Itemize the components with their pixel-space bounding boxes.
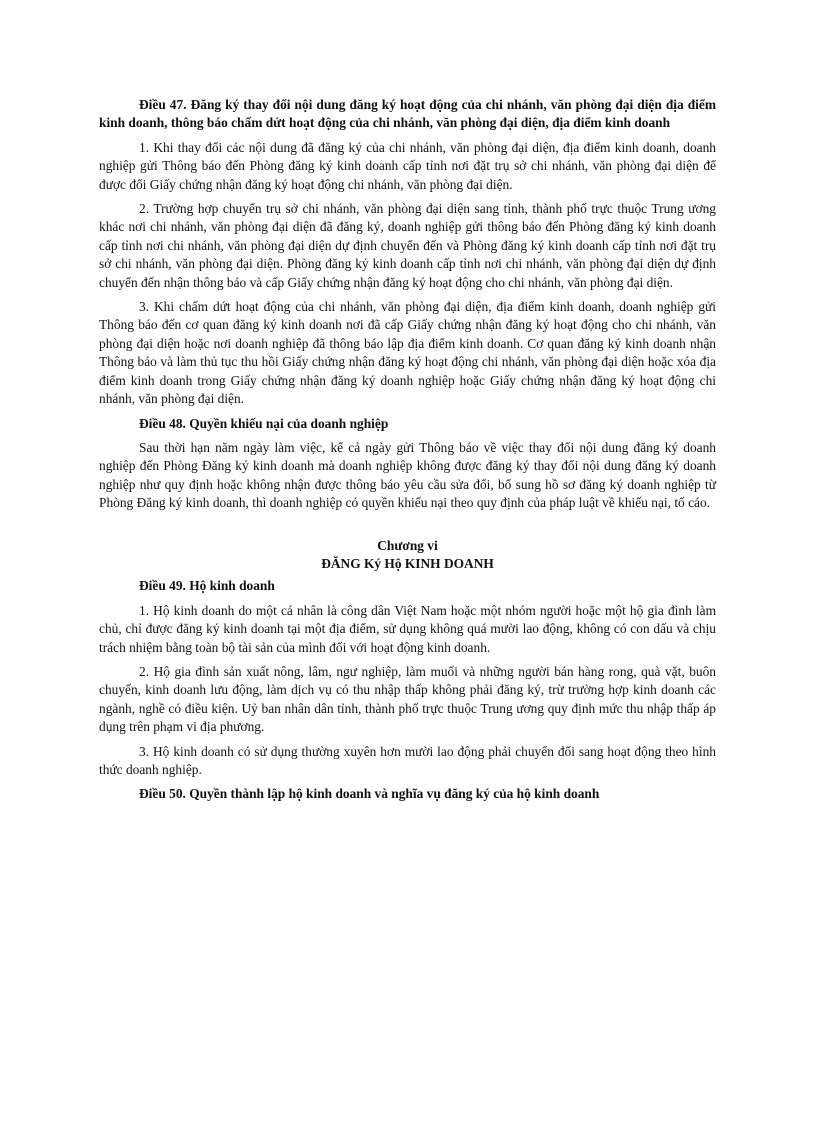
document-page (99, 96, 716, 810)
article-47-paragraph-3: 3. Khi chấm dứt hoạt động của chi nhánh, văn phòng đại diện, địa điểm kinh doanh, doanh nghiệp gửi Thông báo đến cơ quan đăng ký kinh doanh nơi đã cấp Giấy chứng nhận đăng ký hoạt động cho chi nhánh, văn phòng đại diện hoặc nơi doanh nghiệp đã thông báo lập địa điểm kinh doanh. Cơ quan đăng ký kinh doanh nhận Thông báo và làm thủ tục thu hồi Giấy chứng nhận đăng ký hoạt động chi nhánh, văn phòng đại diện hoặc xóa địa điểm kinh doanh trong Giấy chứng nhận đăng ký doanh nghiệp hoặc Giấy chứng nhận đăng ký hoạt động chi nhánh, văn phòng đại diện. (99, 299, 716, 407)
article-47-heading: Điều 47. Đăng ký thay đổi nội dung đăng ký hoạt động của chi nhánh, văn phòng đại diện địa điểm kinh doanh, thông báo chấm dứt hoạt động của chi nhánh, văn phòng đại diện, địa điểm kinh doanh (99, 97, 716, 131)
article-47-paragraph-1: 1. Khi thay đổi các nội dung đã đăng ký của chi nhánh, văn phòng đại diện, địa điểm kinh doanh, doanh nghiệp gửi Thông báo đến Phòng đăng ký kinh doanh cấp tỉnh nơi đặt trụ sở chi nhánh, văn phòng đại diện để được đổi Giấy chứng nhận đăng ký hoạt động chi nhánh, văn phòng đại diện. (99, 139, 716, 192)
article-48-paragraph-1: Sau thời hạn năm ngày làm việc, kể cả ngày gửi Thông báo về việc thay đổi nội dung đăng ký doanh nghiệp đến Phòng Đăng ký kinh doanh mà doanh nghiệp không được đăng ký thay đổi nội dung đăng ký doanh nghiệp như quy định hoặc không nhận được thông báo yêu cầu sửa đổi, bổ sung hồ sơ đăng ký doanh nghiệp từ Phòng Đăng ký kinh doanh, thì doanh nghiệp có quyền khiếu nại theo quy định của pháp luật về khiếu nại, tố cáo. (99, 439, 716, 511)
article-47-paragraph-2: 2. Trường hợp chuyển trụ sở chi nhánh, văn phòng đại diện sang tỉnh, thành phố trực thuộc Trung ương khác nơi chi nhánh, văn phòng đại diện đã đăng ký, doanh nghiệp gửi thông báo đến Phòng đăng ký kinh doanh cấp tỉnh nơi chi nhánh, văn phòng đại diện dự định chuyển đến và Phòng đăng ký kinh doanh cấp tỉnh nơi đặt trụ sở chi nhánh, văn phòng đại diện. Phòng đăng ký kinh doanh cấp tỉnh nơi chi nhánh, văn phòng đại diện dự định chuyển đến nhận thông báo và cấp Giấy chứng nhận đăng ký hoạt động cho chi nhánh, văn phòng đại diện. (99, 201, 716, 290)
article-49-paragraph-3: 3. Hộ kinh doanh có sử dụng thường xuyên hơn mười lao động phải chuyển đổi sang hoạt động theo hình thức doanh nghiệp. (99, 743, 716, 777)
article-48-heading: Điều 48. Quyền khiếu nại của doanh nghiệp (139, 415, 389, 431)
article-49-paragraph-1: 1. Hộ kinh doanh do một cá nhân là công dân Việt Nam hoặc một nhóm người hoặc một hộ gia đình làm chủ, chỉ được đăng ký kinh doanh tại một địa điểm, sử dụng không quá mười lao động, không có con dấu và chịu trách nhiệm bằng toàn bộ tài sản của mình đối với hoạt động kinh doanh. (99, 602, 716, 655)
chapter-title: ĐĂNG Ký Hộ KINH DOANH (321, 555, 494, 571)
article-50-heading: Điều 50. Quyền thành lập hộ kinh doanh và nghĩa vụ đăng ký của hộ kinh doanh (139, 786, 600, 802)
chapter-heading (99, 537, 716, 574)
article-49-heading: Điều 49. Hộ kinh doanh (139, 578, 275, 594)
article-49-paragraph-2: 2. Hộ gia đình sản xuất nông, lâm, ngư nghiệp, làm muối và những người bán hàng rong, quà vặt, buôn chuyến, kinh doanh lưu động, làm dịch vụ có thu nhập thấp không phải đăng ký, trừ trường hợp kinh doanh các ngành, nghề có điều kiện. Uỷ ban nhân dân tỉnh, thành phố trực thuộc Trung ương quy định mức thu nhập thấp áp dụng trên phạm vi địa phương. (99, 663, 716, 735)
chapter-number: Chương vi (377, 537, 438, 553)
